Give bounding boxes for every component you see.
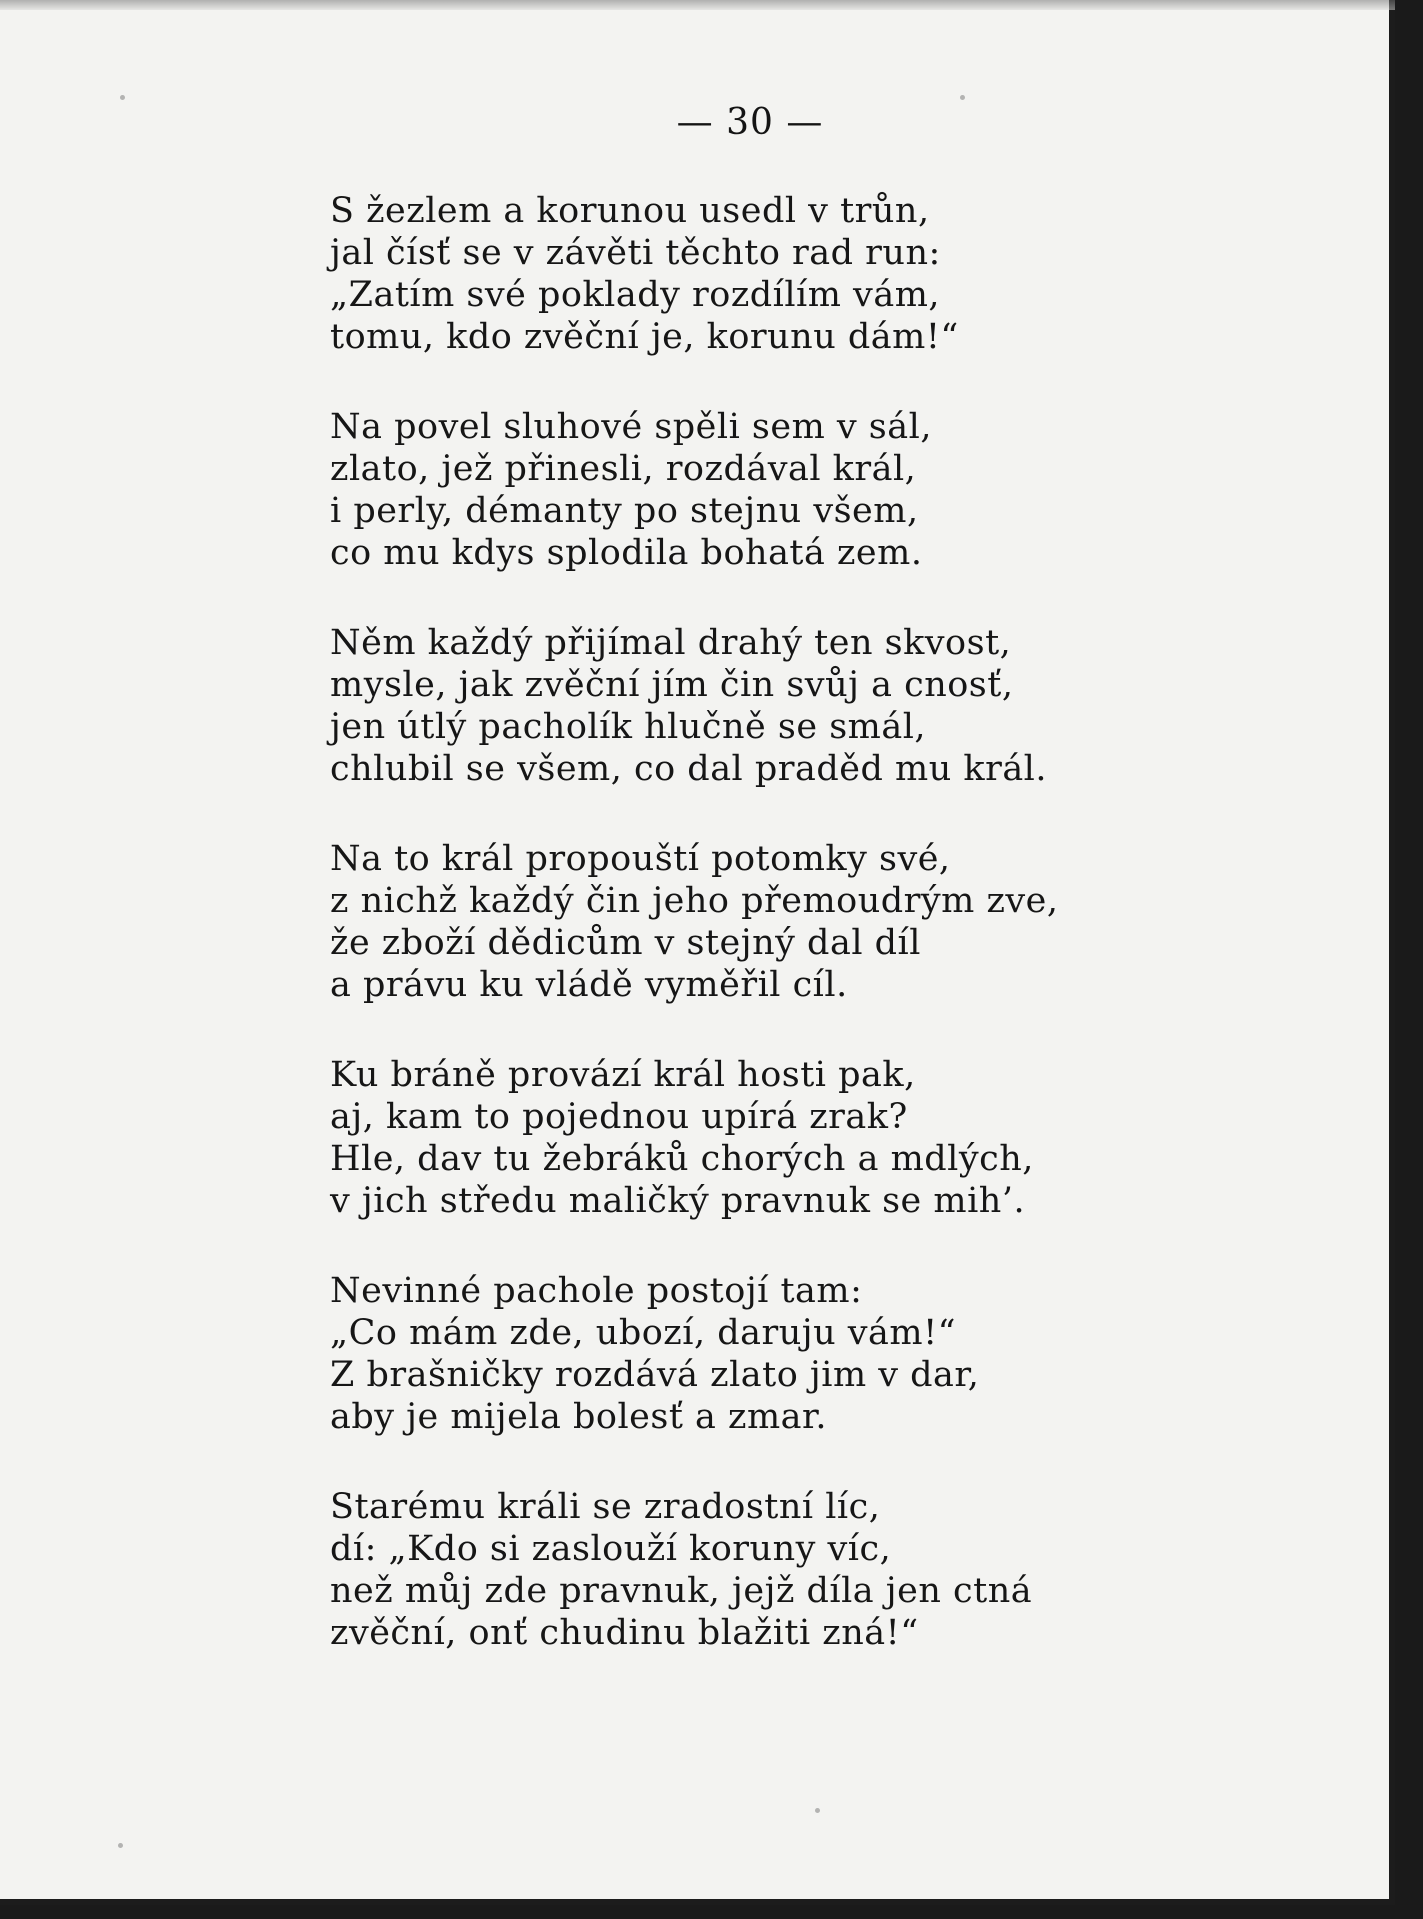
verse-line: „Zatím své poklady rozdílím vám, <box>330 275 941 315</box>
verse-line: Něm každý přijímal drahý ten skvost, <box>330 623 1012 663</box>
verse-line: Z brašničky rozdává zlato jim v dar, <box>330 1355 980 1395</box>
verse-line: zvěční, onť chudinu blažiti zná!“ <box>330 1613 919 1653</box>
verse-line: a právu ku vládě vyměřil cíl. <box>330 965 848 1005</box>
paper-speck <box>120 95 125 100</box>
stanza-1 <box>330 190 1330 358</box>
verse-line: chlubil se všem, co dal praděd mu král. <box>330 749 1048 789</box>
verse-line: jen útlý pacholík hlučně se smál, <box>330 707 927 747</box>
verse-line: jal čísť se v závěti těchto rad run: <box>330 233 941 273</box>
verse-line: Nevinné pachole postojí tam: <box>330 1271 863 1311</box>
verse-line: že zboží dědicům v stejný dal díl <box>330 923 921 963</box>
stanza-2 <box>330 406 1330 574</box>
verse-line: Starému králi se zradostní líc, <box>330 1487 881 1527</box>
verse-line: Na to král propouští potomky své, <box>330 839 951 879</box>
paper-speck <box>960 95 965 100</box>
paper-speck <box>815 1808 820 1813</box>
verse-line: aby je mijela bolesť a zmar. <box>330 1397 828 1437</box>
stanza-4 <box>330 838 1330 1006</box>
verse-line: i perly, démanty po stejnu všem, <box>330 491 919 531</box>
verse-line: z nichž každý čin jeho přemoudrým zve, <box>330 881 1059 921</box>
verse-line: Na povel sluhové spěli sem v sál, <box>330 407 932 447</box>
paper-speck <box>118 1843 123 1848</box>
verse-line: mysle, jak zvěční jím čin svůj a cnosť, <box>330 665 1014 705</box>
page-top-edge <box>0 0 1395 10</box>
verse-line: tomu, kdo zvěční je, korunu dám!“ <box>330 317 959 357</box>
verse-line: v jich středu maličký pravnuk se mih’. <box>330 1181 1026 1221</box>
verse-line: dí: „Kdo si zaslouží koruny víc, <box>330 1529 892 1569</box>
stanza-7 <box>330 1486 1330 1654</box>
verse-line: aj, kam to pojednou upírá zrak? <box>330 1097 908 1137</box>
verse-line: S žezlem a korunou usedl v trůn, <box>330 191 930 231</box>
poem-text <box>330 190 1330 1702</box>
verse-line: Ku bráně provází král hosti pak, <box>330 1055 916 1095</box>
stanza-6 <box>330 1270 1330 1438</box>
verse-line: než můj zde pravnuk, jejž díla jen ctná <box>330 1571 1033 1611</box>
verse-line: Hle, dav tu žebráků chorých a mdlých, <box>330 1139 1034 1179</box>
stanza-3 <box>330 622 1330 790</box>
verse-line: co mu kdys splodila bohatá zem. <box>330 533 923 573</box>
stanza-5 <box>330 1054 1330 1222</box>
verse-line: zlato, jež přinesli, rozdával král, <box>330 449 917 489</box>
verse-line: „Co mám zde, ubozí, daruju vám!“ <box>330 1313 957 1353</box>
page-number: — 30 — <box>676 102 824 143</box>
